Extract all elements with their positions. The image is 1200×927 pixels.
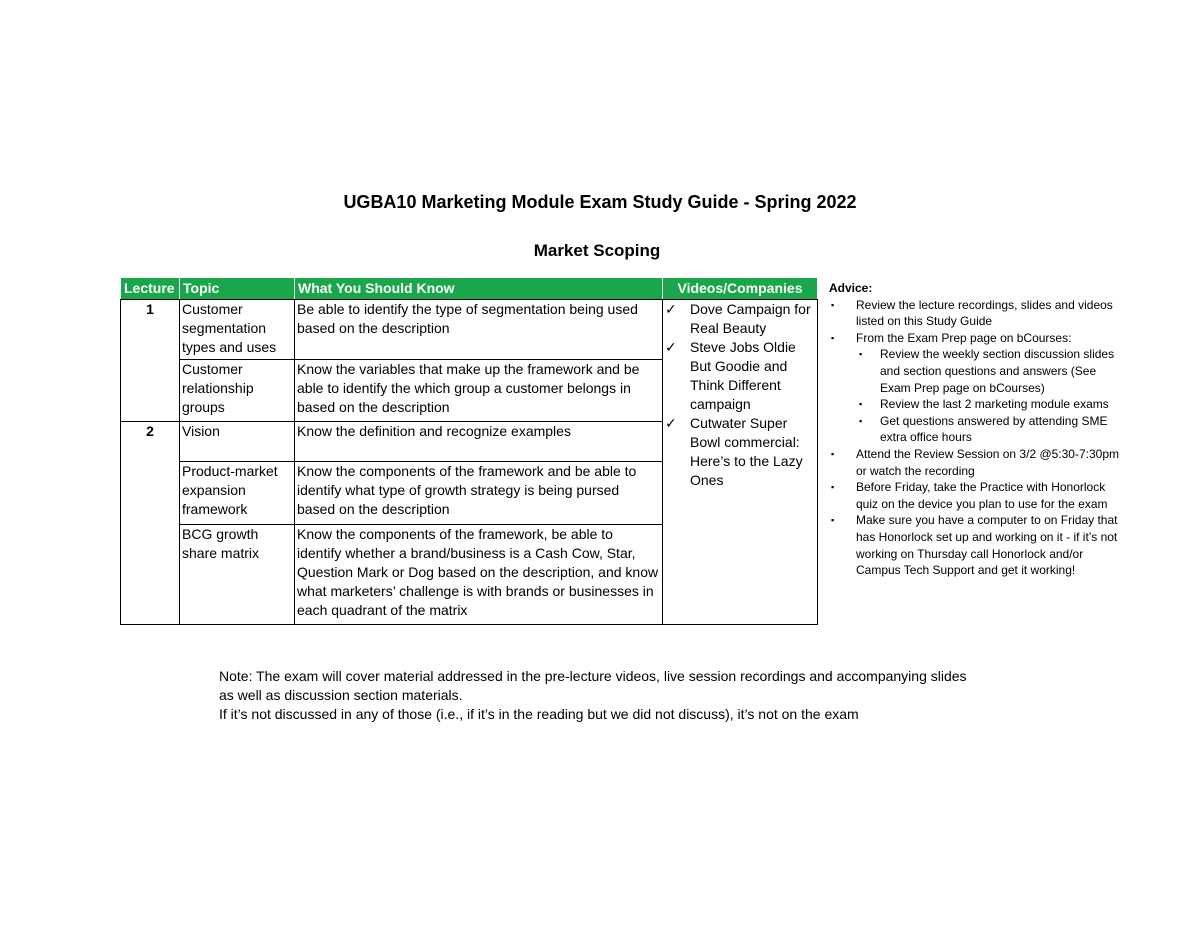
bullet-icon: ▪ <box>831 482 835 493</box>
advice-item-text: Make sure you have a computer to on Friday that has Honorlock set up and working on it - if it’s not working on Thursday call Honorlock and/or Campus Tech Support and get it working! <box>856 513 1118 578</box>
advice-item-text: From the Exam Prep page on bCourses: <box>856 330 1072 345</box>
lecture-number: 1 <box>121 300 180 422</box>
advice-item <box>829 512 1119 578</box>
header-videos-companies: Videos/Companies <box>663 278 818 300</box>
bullet-icon: ▪ <box>859 415 863 426</box>
check-icon: ✓ <box>665 301 677 317</box>
video-label: Cutwater Super Bowl commercial: Here’s to the Lazy Ones <box>690 415 803 488</box>
advice-subitem <box>856 413 1119 446</box>
document-title: UGBA10 Marketing Module Exam Study Guide - Spring 2022 <box>343 192 857 212</box>
advice-panel <box>829 280 1119 579</box>
bullet-icon: ▪ <box>831 332 835 343</box>
bullet-icon: ▪ <box>859 399 863 410</box>
topic-cell: BCG growth share matrix <box>180 525 295 625</box>
header-what-you-should-know: What You Should Know <box>295 278 663 300</box>
check-icon: ✓ <box>665 339 677 355</box>
know-cell: Know the components of the framework, be able to identify whether a brand/business is a Cash Cow, Star, Question Mark or Dog based on the description, and know what marketers’ challenge is with brands or businesses in each quadrant of the matrix <box>295 525 663 625</box>
topic-cell: Vision <box>180 422 295 462</box>
video-label: Dove Campaign for Real Beauty <box>690 301 811 336</box>
advice-subitem-text: Get questions answered by attending SME extra office hours <box>880 413 1108 445</box>
note-line: Note: The exam will cover material addressed in the pre-lecture videos, live session recordings and accompanying slides as well as discussion section materials. <box>219 668 967 703</box>
know-cell: Know the variables that make up the framework and be able to identify the which group a customer belongs in based on the description <box>295 360 663 422</box>
advice-item <box>829 330 1119 446</box>
know-cell: Be able to identify the type of segmentation being used based on the description <box>295 300 663 360</box>
bullet-icon: ▪ <box>831 299 835 310</box>
bullet-icon: ▪ <box>831 448 835 459</box>
video-item <box>663 338 817 414</box>
table-header-row <box>121 278 818 300</box>
advice-item-text: Before Friday, take the Practice with Honorlock quiz on the device you plan to use for the exam <box>856 480 1108 511</box>
video-label: Steve Jobs Oldie But Goodie and Think Different campaign <box>690 339 796 412</box>
check-icon: ✓ <box>665 415 677 431</box>
know-cell: Know the components of the framework and be able to identify what type of growth strategy is being pursed based on the description <box>295 462 663 525</box>
advice-subitem-text: Review the weekly section discussion slides and section questions and answers (See Exam Prep page on bCourses) <box>880 347 1115 395</box>
video-item <box>663 300 817 338</box>
advice-item <box>829 446 1119 479</box>
advice-item <box>829 297 1119 330</box>
know-cell: Know the definition and recognize examples <box>295 422 663 462</box>
video-item <box>663 414 817 490</box>
study-guide-table <box>120 277 818 625</box>
section-title: Market Scoping <box>533 241 661 260</box>
advice-subitem-text: Review the last 2 marketing module exams <box>880 397 1109 412</box>
topic-cell: Customer segmentation types and uses <box>180 300 295 360</box>
advice-item <box>829 479 1119 512</box>
advice-heading: Advice: <box>829 281 873 295</box>
advice-item-text: Review the lecture recordings, slides and videos listed on this Study Guide <box>856 297 1113 329</box>
videos-cell <box>663 300 818 625</box>
advice-sublist <box>856 346 1119 446</box>
videos-list <box>663 300 817 490</box>
bullet-icon: ▪ <box>859 349 863 360</box>
advice-subitem <box>856 346 1119 396</box>
advice-subitem <box>856 396 1119 413</box>
note-line: If it’s not discussed in any of those (i.e., if it’s in the reading but we did not discuss), it’s not on the exam <box>219 706 859 722</box>
topic-cell: Customer relationship groups <box>180 360 295 422</box>
advice-item-text: Attend the Review Session on 3/2 @5:30-7:30pm or watch the recording <box>856 446 1120 478</box>
advice-list <box>829 297 1119 579</box>
header-lecture: Lecture <box>121 278 180 300</box>
bullet-icon: ▪ <box>831 515 835 526</box>
lecture-number: 2 <box>121 422 180 625</box>
topic-cell: Product-market expansion framework <box>180 462 295 525</box>
exam-note <box>219 667 979 724</box>
table-row <box>121 300 818 360</box>
header-topic: Topic <box>180 278 295 300</box>
